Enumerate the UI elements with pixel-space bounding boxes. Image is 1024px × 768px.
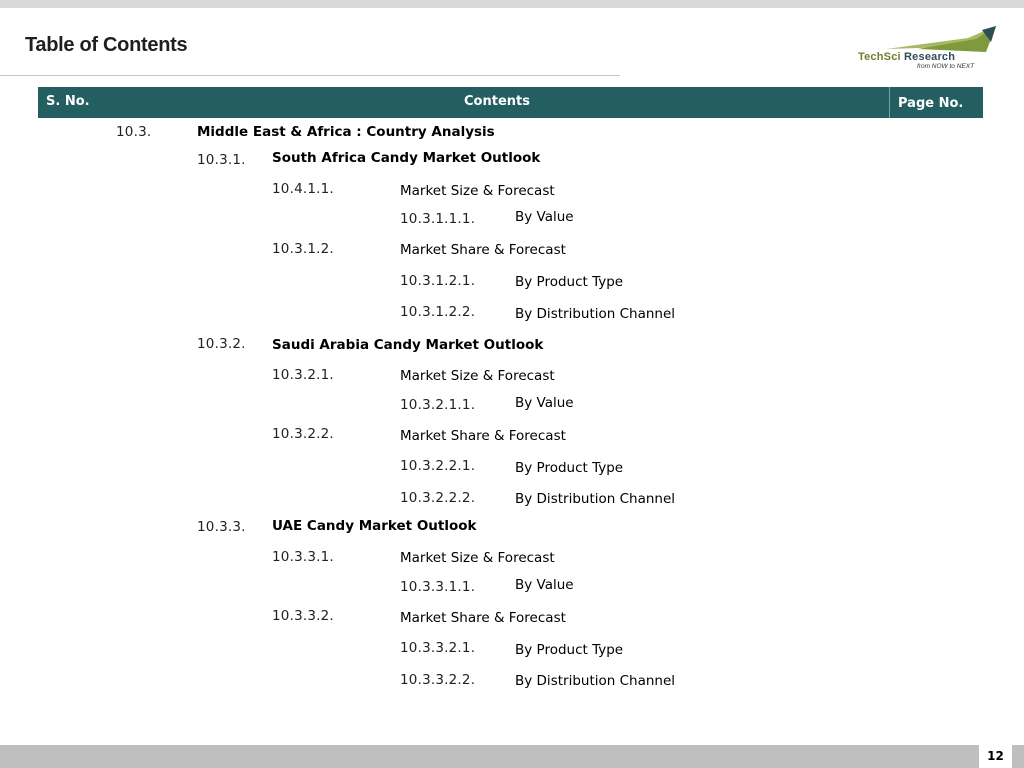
toc-number: 10.3.2.1. <box>272 367 334 383</box>
logo-brand-part2: Research <box>900 51 956 63</box>
toc-number: 10.3.3.2.1. <box>400 640 476 656</box>
top-strip <box>0 0 1024 8</box>
header-divider <box>889 87 890 118</box>
toc-item: Market Size & Forecast <box>400 368 555 384</box>
toc-item: By Distribution Channel <box>515 491 676 507</box>
toc-number: 10.3.3.1. <box>272 549 334 565</box>
toc-number: 10.3.1.2. <box>272 241 334 257</box>
toc-number: 10.3.1.2.1. <box>400 273 476 289</box>
page-number: 12 <box>979 745 1012 768</box>
toc-item: By Product Type <box>515 642 624 658</box>
company-logo <box>858 24 1000 72</box>
toc-number: 10.3.3.2.2. <box>400 672 476 688</box>
logo-wordmark <box>858 51 955 63</box>
toc-number: 10.3.1.2.2. <box>400 304 476 320</box>
toc-subsection-heading: Saudi Arabia Candy Market Outlook <box>272 337 544 353</box>
toc-item: Market Size & Forecast <box>400 183 555 199</box>
toc-number: 10.4.1.1. <box>272 181 334 197</box>
header-sno: S. No. <box>46 94 90 109</box>
header-contents: Contents <box>464 94 530 109</box>
toc-subsection-heading: South Africa Candy Market Outlook <box>272 150 541 166</box>
toc-number: 10.3.2.2.1. <box>400 458 476 474</box>
toc-number: 10.3.3.2. <box>272 608 334 624</box>
toc-number: 10.3.2.2.2. <box>400 490 476 506</box>
toc-section-heading: Middle East & Africa : Country Analysis <box>197 124 495 140</box>
toc-number: 10.3.2.1.1. <box>400 397 476 413</box>
toc-item: Market Share & Forecast <box>400 242 566 258</box>
toc-item: By Value <box>515 209 574 225</box>
logo-swoosh-icon <box>858 24 1000 54</box>
toc-number: 10.3.2. <box>197 336 246 352</box>
toc-item: By Product Type <box>515 274 624 290</box>
toc-table-header <box>38 87 983 118</box>
page-title: Table of Contents <box>25 34 188 56</box>
toc-number: 10.3.1. <box>197 152 246 168</box>
toc-item: By Distribution Channel <box>515 673 676 689</box>
toc-number: 10.3.1.1.1. <box>400 211 476 227</box>
toc-number: 10.3.3.1.1. <box>400 579 476 595</box>
toc-item: Market Share & Forecast <box>400 428 566 444</box>
toc-number: 10.3.2.2. <box>272 426 334 442</box>
toc-item: By Product Type <box>515 460 624 476</box>
toc-number: 10.3. <box>116 124 152 140</box>
footer-bar <box>0 745 1024 768</box>
header-page-no: Page No. <box>898 96 964 111</box>
toc-item: By Value <box>515 577 574 593</box>
logo-tagline: from NOW to NEXT <box>917 63 975 70</box>
toc-item: Market Size & Forecast <box>400 550 555 566</box>
toc-subsection-heading: UAE Candy Market Outlook <box>272 518 477 534</box>
logo-brand-part1: TechSci <box>858 51 901 63</box>
toc-item: By Value <box>515 395 574 411</box>
title-divider <box>0 75 620 76</box>
toc-item: Market Share & Forecast <box>400 610 566 626</box>
toc-item: By Distribution Channel <box>515 306 676 322</box>
toc-number: 10.3.3. <box>197 519 246 535</box>
